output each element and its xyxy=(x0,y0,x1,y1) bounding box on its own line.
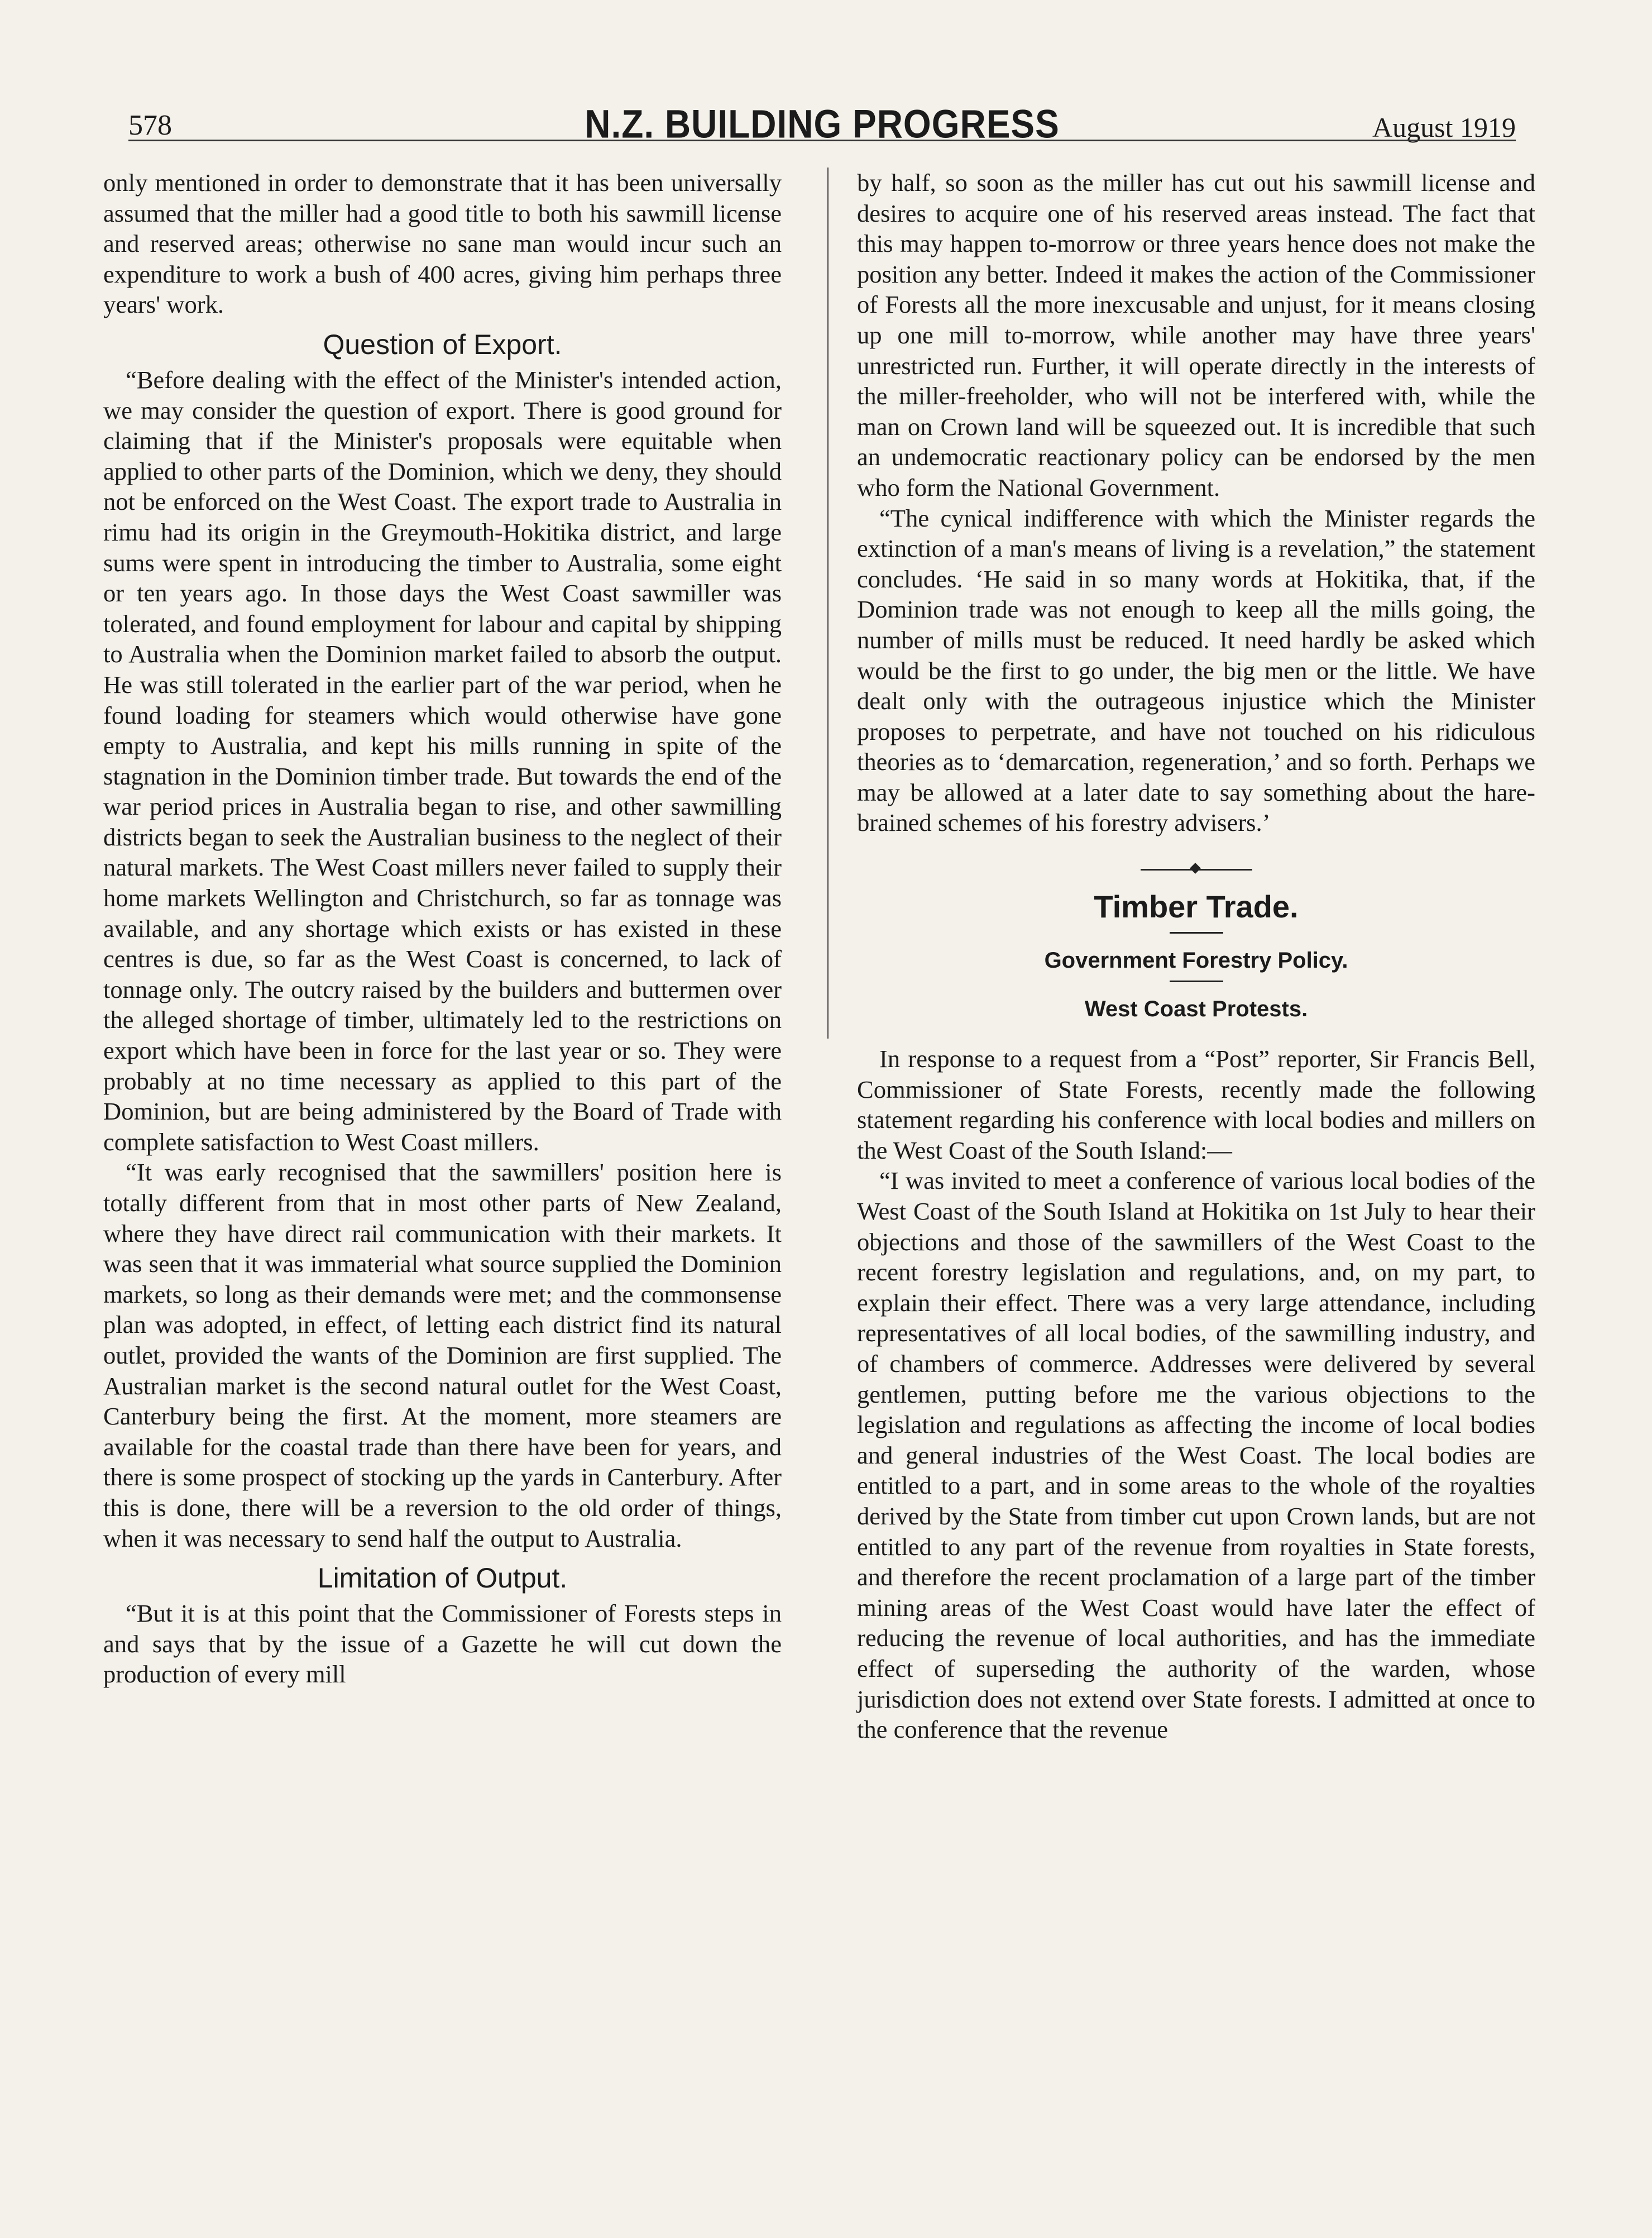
paragraph: “I was invited to meet a conference of various local bodies of the West Coast of the South Island at Hokitika on 1st July to hear their objections and those of the sawmillers of the West Coast to the recent forestry legislation and regulations, and, on my part, to explain their effect. There was a very large attendance, including representatives of all local bodies, of the sawmilling industry, and of chambers of commerce. Addresses were delivered by several gentlemen, putting before me the various objections to the legislation and regulations as affecting the income of local bodies and general industries of the West Coast. The local bodies are entitled to a part, and in some areas to the whole of the royalties derived by the State from timber cut upon Crown lands, but are not entitled to any part of the revenue from royalties in State forests, and therefore the recent proclamation of a large part of the timber mining areas of the West Coast would have later the effect of reducing the revenue of local authorities, and has the immediate effect of superseding the authority of the warden, whose jurisdiction does not extend over State forests. I admitted at once to the conference that the revenue xyxy=(857,1166,1535,1744)
paragraph: “It was early recognised that the sawmillers' position here is totally different from that in most other parts of New Zealand, where they have direct rail communication with their markets. It was seen that it was immaterial what source supplied the Dominion markets, so long as their demands were met; and the commonsense plan was adopted, in effect, of letting each district find its natural outlet, provided the wants of the Dominion are first supplied. The Australian market is the second natural outlet for the West Coast, Canterbury being the first. At the moment, more steamers are available for the coastal trade than there have been for years, and there is some prospect of stocking up the yards in Canterbury. After this is done, there will be a reversion to the old order of things, when it was necessary to send half the output to Australia. xyxy=(103,1158,782,1552)
subtitle-west-coast-protests: West Coast Protests. xyxy=(1084,997,1308,1022)
heading-limitation-of-output: Limitation of Output. xyxy=(317,1562,568,1594)
paragraph: “But it is at this point that the Commissioner of Forests steps in and says that by the issue of a Gazette he will cut down the production of every mill xyxy=(103,1599,782,1689)
subtitle-government-forestry-policy: Government Forestry Policy. xyxy=(1044,948,1348,973)
paragraph: only mentioned in order to demonstrate that it has been universally assumed that the miller had a good title to both his sawmill license and reserved areas; otherwise no sane man would incur such an expenditure to work a bush of 400 acres, giving him perhaps three years' work. xyxy=(103,169,782,319)
issue-date: August 1919 xyxy=(1372,112,1516,143)
section-title-timber-trade: Timber Trade. xyxy=(1094,889,1299,925)
subtitle-rule xyxy=(1170,981,1223,982)
right-column xyxy=(857,168,1535,1745)
heading-question-of-export: Question of Export. xyxy=(323,328,562,360)
column-divider xyxy=(827,168,829,1039)
title-rule xyxy=(1170,932,1223,934)
section-ornament xyxy=(1141,864,1252,875)
left-column xyxy=(103,168,782,1690)
paragraph: “Before dealing with the effect of the Minister's intended action, we may consider the question of export. There is good ground for claiming that if the Minister's proposals were equitable when applied to other parts of the Dominion, which we deny, they should not be enforced on the West Coast. The export trade to Australia in rimu had its origin in the Greymouth-Hokitika district, and large sums were spent in introducing the timber to Australia, some eight or ten years ago. In those days the West Coast sawmiller was tolerated, and found employment for labour and capital by shipping to Australia when the Dominion market failed to absorb the output. He was still tolerated in the earlier part of the war period, when he found loading for steamers which would otherwise have gone empty to Australia, and kept his mills running in spite of the stagnation in the Dominion timber trade. But towards the end of the war period prices in Australia began to rise, and other sawmilling districts began to seek the Australian business to the neglect of their natural markets. The West Coast millers never failed to supply their home markets Wellington and Christchurch, so far as tonnage was available, and any shortage which exists or has existed in these centres is due, so far as the West Coast is concerned, to lack of tonnage only. The outcry raised by the builders and buttermen over the alleged shortage of timber, ultimately led to the restrictions on export which have been in force for the last year or so. They were probably at no time necessary as applied to this part of the Dominion, but are being administered by the Board of Trade with complete satisfaction to West Coast millers. xyxy=(103,365,782,1156)
page-header xyxy=(128,103,1516,154)
publication-title: N.Z. BUILDING PROGRESS xyxy=(585,101,1060,147)
paragraph: by half, so soon as the miller has cut out his sawmill license and desires to acquire one of his reserved areas instead. The fact that this may happen to-morrow or three years hence does not make the position any better. Indeed it makes the action of the Commissioner of Forests all the more inexcusable and unjust, for it means closing up one mill to-morrow, while another may have three years' unrestricted run. Further, it will operate directly in the interests of the miller-freeholder, who will not be interfered with, while the man on Crown land will be squeezed out. It is incredible that such an undemocratic reactionary policy can be endorsed by the men who form the National Government. xyxy=(857,169,1535,501)
paragraph: “The cynical indifference with which the Minister regards the extinction of a man's means of living is a revelation,” the statement concludes. ‘He said in so many words at Hokitika, that, if the Dominion trade was not enough to keep all the mills going, the number of mills must be reduced. It need hardly be asked which would be the first to go under, the big men or the little. We have dealt only with the outrageous injustice which the Minister proposes to perpetrate, and have not touched on his ridiculous theories as to ‘demarcation, regeneration,’ and so forth. Perhaps we may be allowed at a later date to say something about the hare-brained schemes of his forestry advisers.’ xyxy=(857,504,1535,837)
header-rule xyxy=(128,140,1516,141)
paragraph: In response to a request from a “Post” reporter, Sir Francis Bell, Commissioner of State Forests, recently made the following statement regarding his conference with local bodies and millers on the West Coast of the South Island:— xyxy=(857,1045,1535,1164)
page-number: 578 xyxy=(128,109,172,141)
